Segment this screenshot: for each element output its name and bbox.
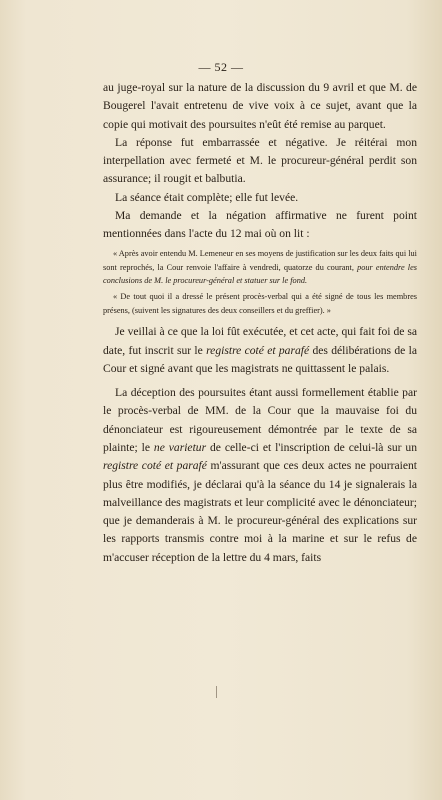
text-run: « De tout quoi il a dressé le présent procès-verbal qui a été signé de tous les membres présens, (suivent les signatures des deux conseillers et du greffier). » [103,292,417,316]
body-paragraph [103,323,417,378]
text-run: des délibérations de la Cour et signé avant que les magistrats ne quittassent le palais. [103,343,417,375]
page-number: — 52 — [198,60,244,74]
body-paragraph [103,207,417,244]
text-run: La réponse fut embarrassée et négative. Je réitérai mon interpellation avec fermeté et M. le procureur-général perdit son assurance; il rougit et balbutia. [103,135,417,186]
text-run: de celle-ci et l'inscription de celui-là sur un [206,440,417,454]
text-run: au juge-royal sur la nature de la discussion du 9 avril et que M. de Bougerel l'avait entretenu de vive voix à ce sujet, avant que la copie qui motivait des poursuites n'eût été remise au parquet. [103,81,417,131]
quoted-record-paragraph [103,247,417,289]
text-run: La séance était complète; elle fut levée. [115,190,299,204]
italic-text: pour entendre les conclusions de M. le procureur-général et statuer sur le fond. [103,262,417,286]
text-run: La déception des poursuites étant aussi formellement établie par le procès-verbal de MM. de la Cour que la mauvaise foi du dénonciateur est rigoureusement démontrée par le texte de sa plainte; le [103,386,417,454]
text-body [103,79,417,567]
text-run: Je veillai à ce que la loi fût exécutée, et cet acte, qui fait foi de sa date, fut inscrit sur le [103,325,417,357]
body-paragraph [103,79,417,134]
text-run: Ma demande et la négation affirmative ne furent point mentionnées dans l'acte du 12 mai où on lit : [103,209,417,241]
italic-text: ne varietur [153,440,207,454]
body-paragraph [103,384,417,567]
italic-text: registre coté et parafé [206,343,310,357]
quoted-record-paragraph [103,290,417,318]
text-run: « Après avoir entendu M. Lemeneur en ses moyens de justification sur les deux faits qui lui sont reprochés, la Cour renvoie l'affaire à vendredi, quatorze du courant, [103,248,417,272]
body-paragraph [103,189,417,207]
ink-mark [216,686,217,698]
text-run: m'assurant que ces deux actes ne pourraient plus être modifiés, je déclarai qu'à la séance du 14 je signalerais la malveillance des magistrats et leur complicité avec le dénonciateur; que je demanderais à M. le procureur-général des explications sur les rapports transmis contre moi à la marine et sur le refus de m'accuser réception de la lettre du 4 mars, faits [103,459,417,564]
body-paragraph [103,134,417,189]
italic-text: registre coté et parafé [103,459,207,473]
